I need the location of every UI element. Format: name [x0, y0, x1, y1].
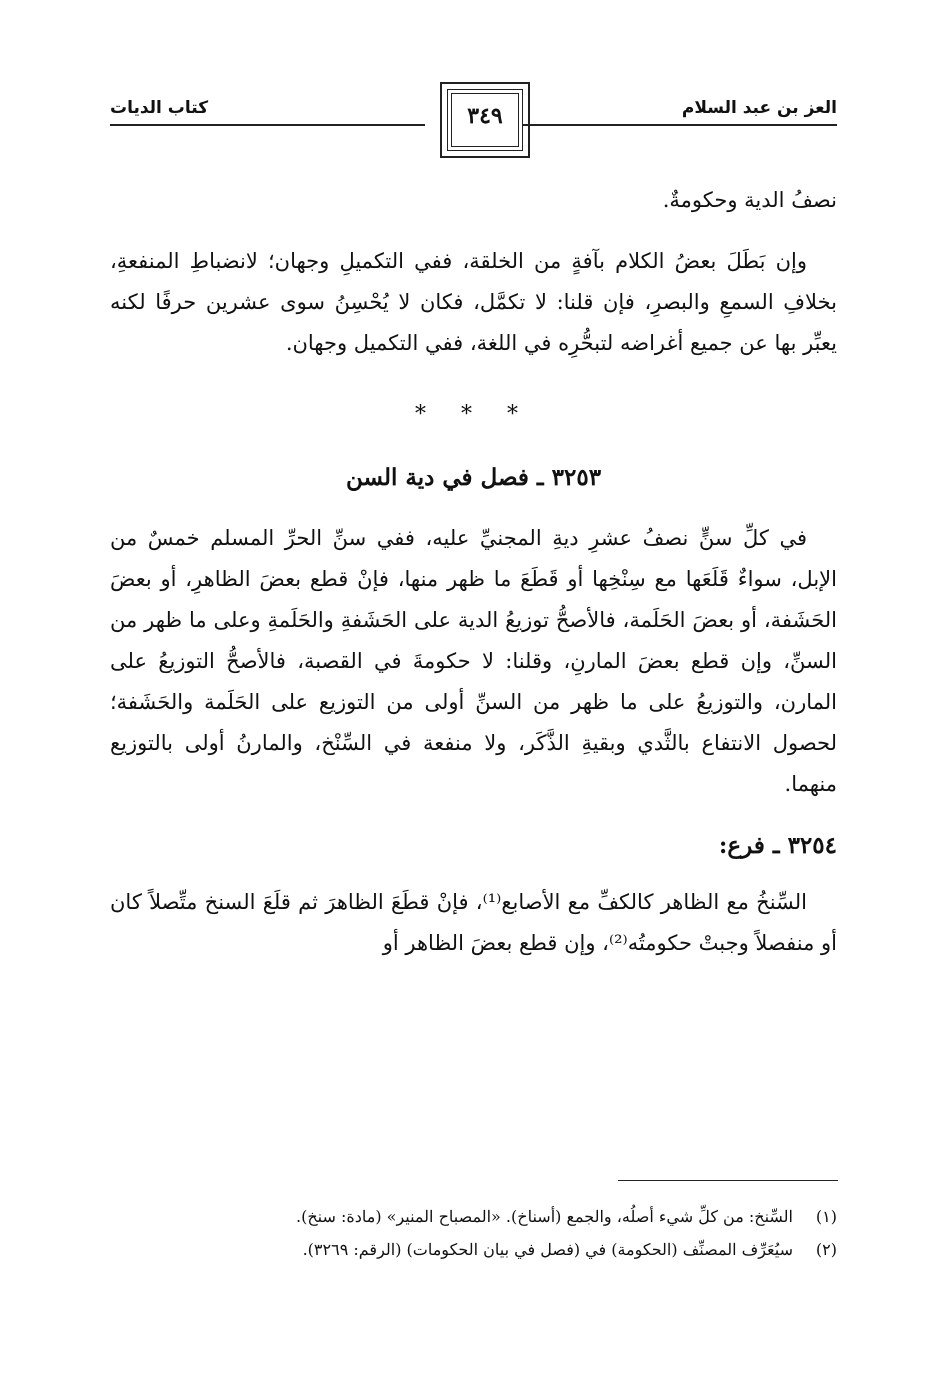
- paragraph: السِّنخُ مع الظاهر كالكفِّ مع الأصابع⁽¹⁾، فإنْ قطَعَ الظاهرَ ثم قلَعَ السنخ متِّصلاً كان أو منفصلاً وجبتْ حكومتُه⁽²⁾، وإن قطع بعضَ الظاهر أو: [110, 890, 837, 955]
- page-header: [110, 82, 837, 162]
- paragraph: وإن بَطَلَ بعضُ الكلام بآفةٍ من الخلقة، ففي التكميلِ وجهان؛ لانضباطِ المنفعةِ، بخلافِ السمعِ والبصرِ، فإن قلنا: لا تكمَّل، فكان لا يُحْسِنُ سوى عشرين حرفًا لكنه يعبِّر بها عن جميع أغراضه لتبحُّرِه في اللغة، ففي التكميل وجهان.: [110, 249, 837, 355]
- footnotes: [110, 1200, 837, 1266]
- running-head-book-title: كتاب الديات: [110, 98, 209, 118]
- footnote-number: (١): [815, 1207, 837, 1226]
- page-number-frame: [440, 82, 530, 158]
- footnote: [110, 1233, 837, 1266]
- footnote-divider: [618, 1180, 838, 1181]
- footnote-text: السِّنخ: من كلِّ شيء أصلُه، والجمع (أسناخ). «المصباح المنير» (مادة: سنخ).: [296, 1207, 793, 1226]
- subsection-title: ٣٢٥٤ ـ فرع:: [718, 832, 837, 859]
- footnote: [110, 1200, 837, 1233]
- footnote-text: سيُعَرِّف المصنِّف (الحكومة) في (فصل في بيان الحكومات) (الرقم: ٣٢٦٩).: [302, 1240, 793, 1259]
- header-rule-left: [110, 124, 425, 126]
- paragraph: نصفُ الدية وحكومةٌ.: [662, 188, 837, 212]
- header-rule-right: [522, 124, 837, 126]
- page-number: ٣٤٩: [467, 103, 503, 129]
- running-head-author: العز بن عبد السلام: [681, 98, 837, 118]
- main-text: [110, 180, 837, 984]
- paragraph: في كلِّ سنٍّ نصفُ عشرِ ديةِ المجنيِّ عليه، ففي سنِّ الحرِّ المسلم خمسٌ من الإبل، سواءٌ قَلَعَها مع سِنْخِها أو قَطَعَ ما ظهر منها، فإنْ قطع بعضَ الظاهرِ، أو بعضَ الحَشَفة، أو بعضَ الحَلَمة، فالأصحُّ توزيعُ الدية على الحَشَفةِ والحَلَمةِ وعلى ما ظهر من السنِّ، وإن قطع بعضَ المارنِ، وقلنا: لا حكومةَ في القصبة، فالأصحُّ التوزيعُ على المارن، والتوزيعُ على ما ظهر من السنِّ أولى من التوزيع على الحَلَمة والحَشَفة؛ لحصول الانتفاع بالثَّدي وبقيةِ الذَّكَر، ولا منفعة في السِّنْخ، والمارنُ أولى بالتوزيع منهما.: [110, 526, 837, 796]
- section-title: ٣٢٥٣ ـ فصل في دية السن: [345, 464, 602, 491]
- section-separator: * * *: [415, 402, 532, 427]
- footnote-number: (٢): [815, 1240, 837, 1259]
